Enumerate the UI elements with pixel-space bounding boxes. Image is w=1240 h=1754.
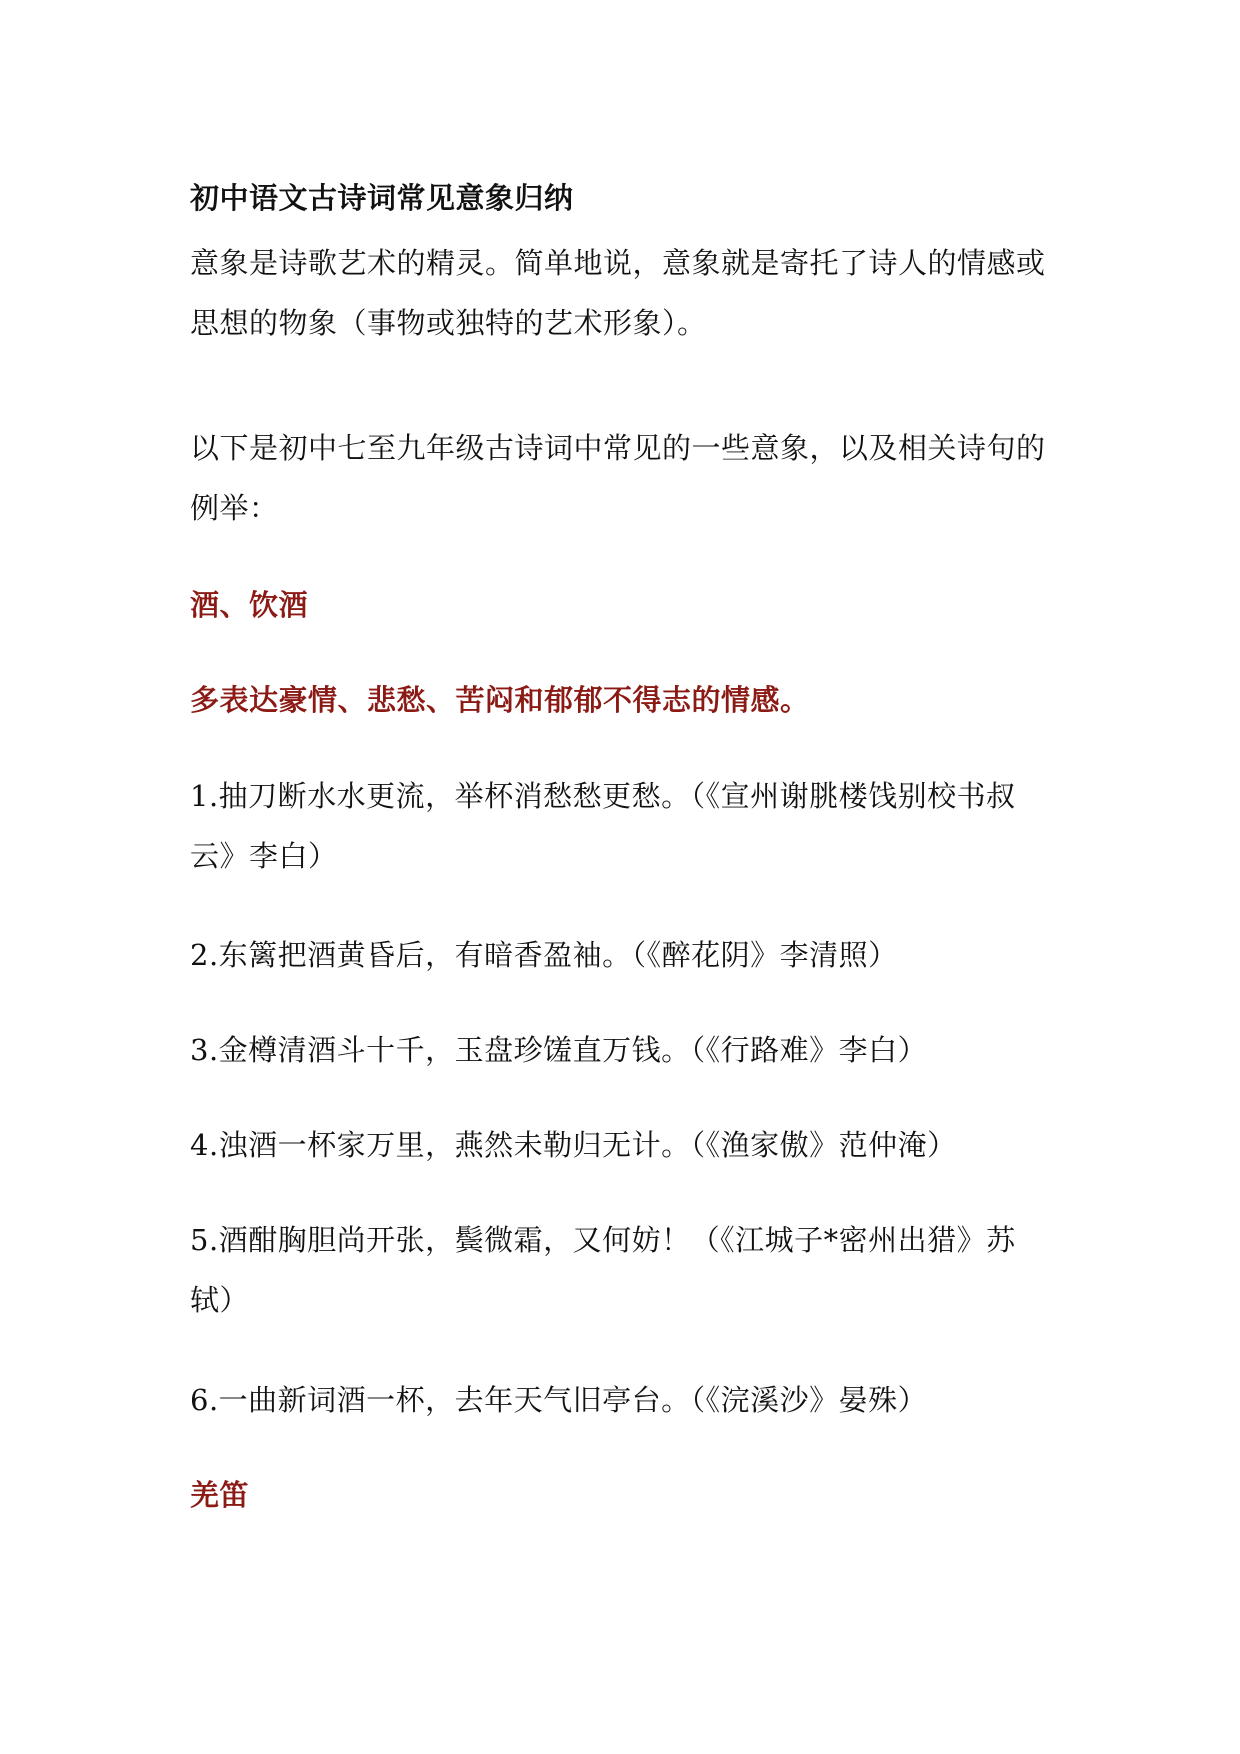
section-subheading-wine: 多表达豪情、悲愁、苦闷和郁郁不得志的情感。 <box>190 683 810 717</box>
lead-line-1: 以下是初中七至九年级古诗词中常见的一些意象，以及相关诗句的 <box>190 431 1046 465</box>
section-heading-wine: 酒、饮酒 <box>190 588 309 622</box>
list-item-1-line-2: 云》李白） <box>190 839 338 873</box>
page-title: 初中语文古诗词常见意象归纳 <box>190 181 574 215</box>
list-item-4: 4.浊酒一杯家万里，燕然未勒归无计。（《渔家傲》范仲淹） <box>190 1128 957 1162</box>
section-heading-flute: 羌笛 <box>190 1478 250 1512</box>
list-item-6: 6.一曲新词酒一杯，去年天气旧亭台。（《浣溪沙》晏殊） <box>190 1383 928 1417</box>
list-item-3: 3.金樽清酒斗十千，玉盘珍馐直万钱。（《行路难》李白） <box>190 1033 928 1067</box>
lead-line-2: 例举： <box>190 491 279 525</box>
list-item-2: 2.东篱把酒黄昏后，有暗香盈袖。（《醉花阴》李清照） <box>190 938 898 972</box>
list-item-1-line-1: 1.抽刀断水水更流，举杯消愁愁更愁。（《宣州谢朓楼饯别校书叔 <box>190 779 1016 813</box>
list-item-5-line-1: 5.酒酣胸胆尚开张，鬓微霜，又何妨！（《江城子*密州出猎》苏 <box>190 1223 1016 1257</box>
intro-line-2: 思想的物象（事物或独特的艺术形象）。 <box>190 306 707 340</box>
list-item-5-line-2: 轼） <box>190 1283 250 1317</box>
intro-line-1: 意象是诗歌艺术的精灵。简单地说，意象就是寄托了诗人的情感或 <box>190 246 1046 280</box>
